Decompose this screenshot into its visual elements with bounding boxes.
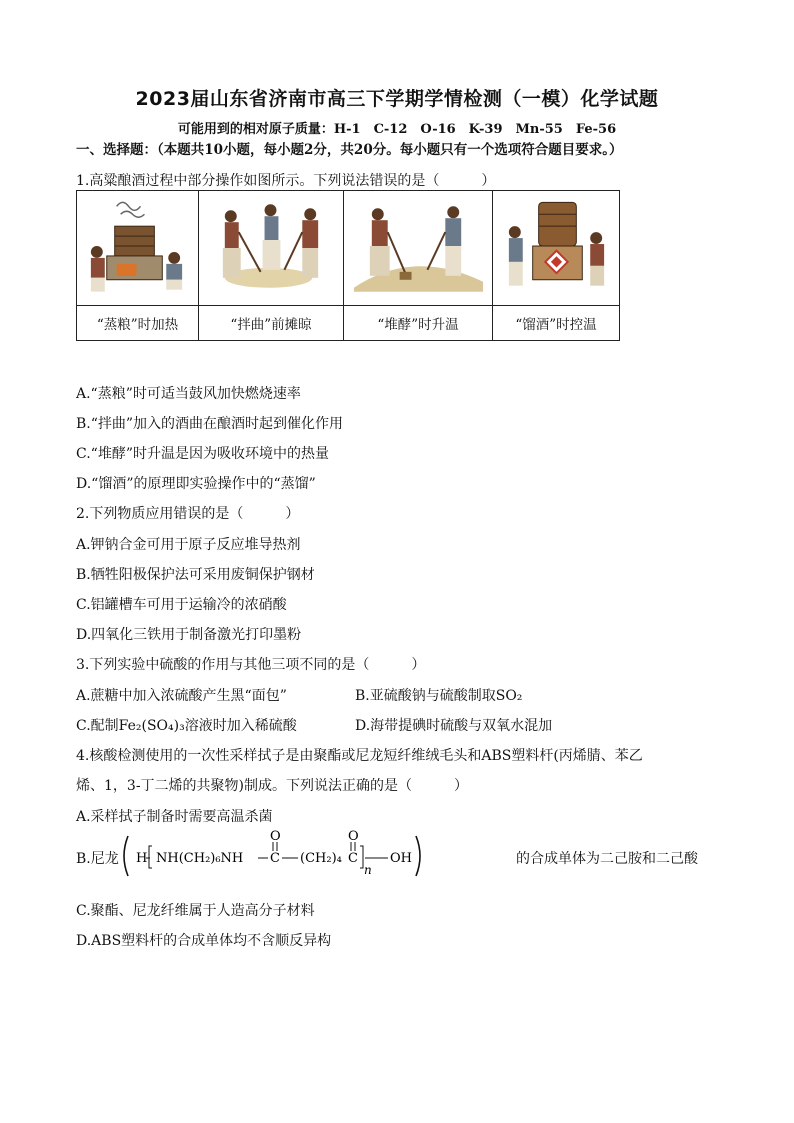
section-heading: 一、选择题：（本题共10小题，每小题2分，共20分。每小题只有一个选项符合题目要求。） [76,142,623,158]
option-b-tail: 的合成单体为二己胺和二己酸 [516,851,698,867]
brewing-steps-table [76,190,620,341]
formula-h: H [136,851,148,866]
caption-fermenting: “堆酵”时升温 [344,306,493,341]
spreading-illustration [199,191,344,306]
question-4-option-b [76,828,716,880]
question-3-option-b: B.亚硫酸钠与硫酸制取SO₂ [355,688,523,704]
steaming-illustration [77,191,199,306]
question-1-option-a: A.“蒸粮”时可适当鼓风加快燃烧速率 [76,386,301,402]
question-3-stem: 3.下列实验中硫酸的作用与其他三项不同的是（ ） [76,657,426,673]
question-4-stem-line-2: 烯、1，3-丁二烯的共聚物)制成。下列说法正确的是（ ） [76,778,469,794]
question-3-option-c: C.配制Fe₂(SO₄)₃溶液时加入稀硫酸 [76,718,297,734]
question-4-option-c: C.聚酯、尼龙纤维属于人造高分子材料 [76,903,315,919]
question-2-stem: 2.下列物质应用错误的是（ ） [76,506,300,522]
relative-atomic-masses: 可能用到的相对原子质量：H-1 C-12 O-16 K-39 Mn-55 Fe-56 [177,122,617,137]
formula-methylene-unit: (CH₂)₄ [300,851,342,866]
option-b-label: B.尼龙 [76,851,119,867]
question-2-option-a: A.钾钠合金可用于原子反应堆导热剂 [76,537,301,553]
nylon-structure-formula [120,828,510,880]
question-1-option-d: D.“馏酒”的原理即实验操作中的“蒸馏” [76,476,316,492]
formula-carbonyl-carbon-2: C [348,851,358,866]
question-1-option-b: B.“拌曲”加入的酒曲在酿酒时起到催化作用 [76,416,344,432]
formula-oxygen-1: O [270,829,281,844]
fermenting-illustration [344,191,493,306]
caption-distilling: “馏酒”时控温 [493,306,620,341]
question-2-option-d: D.四氧化三铁用于制备激光打印墨粉 [76,627,302,643]
formula-carbonyl-carbon-1: C [270,851,280,866]
question-3-option-a: A.蔗糖中加入浓硫酸产生黑“面包” [76,688,287,704]
question-1-stem: 1.高粱酿酒过程中部分操作如图所示。下列说法错误的是（ ） [76,173,496,189]
question-1-option-c: C.“堆酵”时升温是因为吸收环境中的热量 [76,446,329,462]
page-title: 2023届山东省济南市高三下学期学情检测（一模）化学试题 [135,88,659,110]
question-4-stem-line-1: 4.核酸检测使用的一次性采样拭子是由聚酯或尼龙短纤维绒毛头和ABS塑料杆(丙烯腈、苯乙 [76,748,643,764]
question-2-option-b: B.牺牲阳极保护法可采用废铜保护钢材 [76,567,315,583]
formula-subscript-n: n [364,863,372,877]
formula-hydroxyl: OH [390,851,412,866]
question-3-option-d: D.海带提碘时硫酸与双氧水混加 [355,718,553,734]
caption-spreading: “拌曲”前摊晾 [199,306,344,341]
distilling-illustration [493,191,620,306]
formula-diamine-unit: NH(CH₂)₆NH [156,851,244,866]
question-4-option-d: D.ABS塑料杆的合成单体均不含顺反异构 [76,933,332,949]
question-2-option-c: C.铝罐槽车可用于运输冷的浓硝酸 [76,597,287,613]
question-4-option-a: A.采样拭子制备时需要高温杀菌 [76,809,273,825]
formula-oxygen-2: O [348,829,359,844]
caption-steaming: “蒸粮”时加热 [77,306,199,341]
